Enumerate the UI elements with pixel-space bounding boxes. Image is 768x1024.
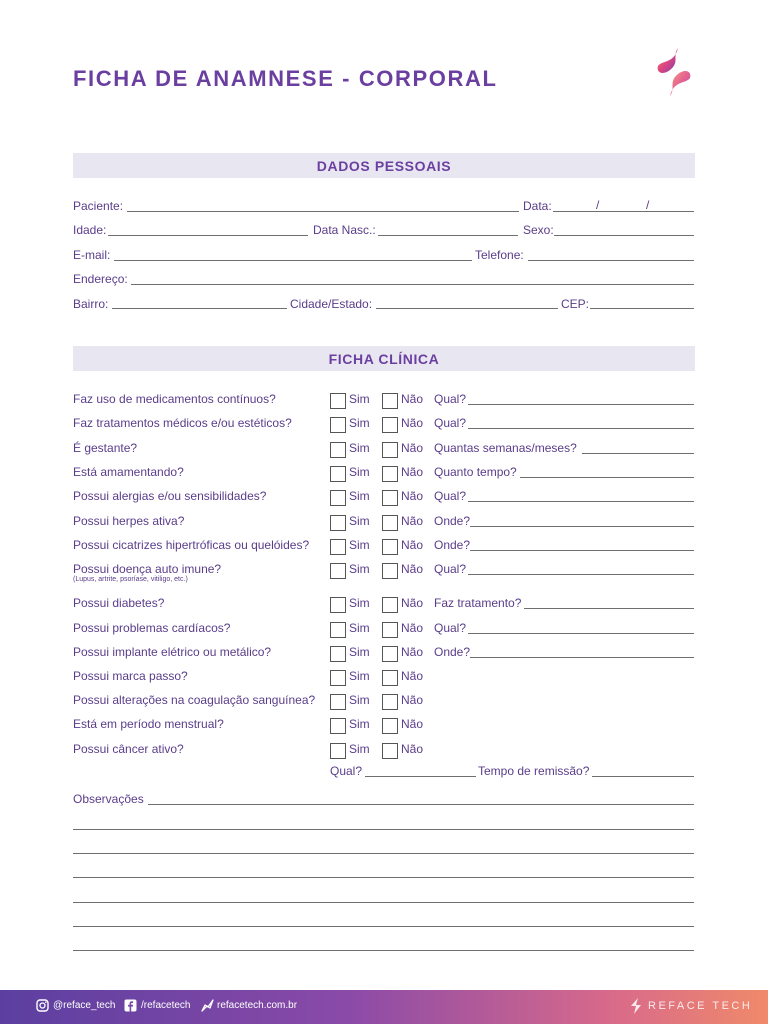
no-checkbox[interactable] [382,646,398,662]
followup-label: Qual? [434,621,467,635]
question-label: Faz tratamentos médicos e/ou estéticos? [73,416,292,430]
reface-logo-icon [652,46,696,98]
email-field[interactable] [114,260,472,261]
no-checkbox[interactable] [382,563,398,579]
question-label: Está amamentando? [73,465,184,479]
zip-label: CEP: [561,297,590,311]
no-label: Não [401,465,424,479]
yes-label: Sim [349,465,370,479]
website-icon [201,999,214,1012]
observations-line[interactable] [73,853,694,854]
followup-field[interactable] [582,453,694,454]
yes-label: Sim [349,717,370,731]
followup-field[interactable] [468,501,694,502]
no-label: Não [401,441,424,455]
zip-field[interactable] [590,308,694,309]
facebook-handle[interactable]: /refacetech [141,1000,191,1011]
reface-brand-icon [628,997,644,1015]
yes-checkbox[interactable] [330,646,346,662]
no-label: Não [401,669,424,683]
question-label: Possui doença auto imune? [73,562,222,576]
sex-field[interactable] [554,235,694,236]
observations-line[interactable] [73,926,694,927]
no-label: Não [401,562,424,576]
followup-field[interactable] [468,633,694,634]
followup-label: Qual? [434,562,467,576]
yes-checkbox[interactable] [330,694,346,710]
no-label: Não [401,742,424,756]
question-label: Possui diabetes? [73,596,165,610]
yes-checkbox[interactable] [330,393,346,409]
yes-label: Sim [349,441,370,455]
patient-label: Paciente: [73,199,124,213]
date-separator: / [646,198,650,212]
cancer-which-label: Qual? [330,764,363,778]
no-checkbox[interactable] [382,490,398,506]
section-clinical: FICHA CLÍNICA [73,346,695,371]
yes-label: Sim [349,514,370,528]
age-label: Idade: [73,223,107,237]
yes-checkbox[interactable] [330,743,346,759]
cancer-which-field[interactable] [365,776,476,777]
yes-checkbox[interactable] [330,539,346,555]
no-checkbox[interactable] [382,622,398,638]
followup-label: Qual? [434,416,467,430]
no-checkbox[interactable] [382,417,398,433]
no-label: Não [401,621,424,635]
observations-line[interactable] [73,950,694,951]
sex-label: Sexo: [523,223,554,237]
yes-label: Sim [349,416,370,430]
yes-label: Sim [349,489,370,503]
address-field[interactable] [131,284,694,285]
observations-line[interactable] [73,902,694,903]
followup-field[interactable] [468,574,694,575]
address-label: Endereço: [73,272,128,286]
followup-field[interactable] [470,526,694,527]
yes-label: Sim [349,645,370,659]
yes-checkbox[interactable] [330,622,346,638]
facebook-icon [124,999,137,1012]
no-label: Não [401,416,424,430]
question-label: Possui problemas cardíacos? [73,621,231,635]
age-field[interactable] [108,235,308,236]
question-label: Possui alterações na coagulação sanguínea? [73,693,316,707]
no-label: Não [401,693,424,707]
patient-field[interactable] [127,211,519,212]
yes-label: Sim [349,562,370,576]
yes-checkbox[interactable] [330,442,346,458]
followup-field[interactable] [520,477,694,478]
yes-label: Sim [349,742,370,756]
followup-field[interactable] [468,404,694,405]
no-checkbox[interactable] [382,597,398,613]
phone-label: Telefone: [475,248,524,262]
city-field[interactable] [376,308,558,309]
followup-label: Qual? [434,392,467,406]
yes-checkbox[interactable] [330,515,346,531]
city-label: Cidade/Estado: [290,297,373,311]
yes-checkbox[interactable] [330,718,346,734]
phone-field[interactable] [528,260,694,261]
no-checkbox[interactable] [382,694,398,710]
no-label: Não [401,538,424,552]
yes-checkbox[interactable] [330,670,346,686]
yes-label: Sim [349,669,370,683]
question-note: (Lupus, artrite, psoríase, vitiligo, etc.) [73,576,188,583]
footer-bar [0,990,768,1024]
followup-field[interactable] [470,550,694,551]
no-checkbox[interactable] [382,743,398,759]
instagram-icon [36,999,49,1012]
followup-field[interactable] [524,608,694,609]
website-link[interactable]: refacetech.com.br [217,1000,298,1011]
yes-label: Sim [349,596,370,610]
remission-label: Tempo de remissão? [478,764,590,778]
followup-field[interactable] [468,428,694,429]
followup-label: Onde? [434,645,471,659]
email-label: E-mail: [73,248,111,262]
district-field[interactable] [112,308,287,309]
yes-label: Sim [349,392,370,406]
no-label: Não [401,645,424,659]
no-label: Não [401,717,424,731]
yes-label: Sim [349,538,370,552]
yes-checkbox[interactable] [330,563,346,579]
followup-label: Quanto tempo? [434,465,517,479]
remission-field[interactable] [592,776,694,777]
question-label: Possui cicatrizes hipertróficas ou quelóides? [73,538,310,552]
section-personal-data: DADOS PESSOAIS [73,153,695,178]
question-label: É gestante? [73,441,138,455]
followup-label: Onde? [434,514,471,528]
no-label: Não [401,514,424,528]
birth-date-field[interactable] [378,235,518,236]
no-label: Não [401,489,424,503]
yes-checkbox[interactable] [330,417,346,433]
followup-label: Quantas semanas/meses? [434,441,577,455]
yes-checkbox[interactable] [330,466,346,482]
no-checkbox[interactable] [382,515,398,531]
question-label: Possui implante elétrico ou metálico? [73,645,272,659]
district-label: Bairro: [73,297,109,311]
date-separator: / [596,198,600,212]
followup-field[interactable] [470,657,694,658]
page-title: FICHA DE ANAMNESE - CORPORAL [73,66,498,91]
date-field[interactable] [553,211,694,212]
brand-name: REFACE TECH [648,1000,753,1012]
observations-line[interactable] [73,877,694,878]
instagram-handle[interactable]: @reface_tech [53,1000,116,1011]
followup-label: Onde? [434,538,471,552]
question-label: Possui câncer ativo? [73,742,184,756]
yes-label: Sim [349,621,370,635]
no-label: Não [401,392,424,406]
no-checkbox[interactable] [382,393,398,409]
no-checkbox[interactable] [382,670,398,686]
question-label: Faz uso de medicamentos contínuos? [73,392,276,406]
observations-line[interactable] [73,829,694,830]
birth-date-label: Data Nasc.: [313,223,376,237]
question-label: Está em período menstrual? [73,717,224,731]
observations-field[interactable] [148,804,694,805]
yes-label: Sim [349,693,370,707]
followup-label: Faz tratamento? [434,596,522,610]
question-label: Possui marca passo? [73,669,188,683]
question-label: Possui herpes ativa? [73,514,185,528]
no-checkbox[interactable] [382,718,398,734]
question-label: Possui alergias e/ou sensibilidades? [73,489,267,503]
no-checkbox[interactable] [382,539,398,555]
no-checkbox[interactable] [382,466,398,482]
yes-checkbox[interactable] [330,490,346,506]
no-label: Não [401,596,424,610]
observations-label: Observações [73,792,144,806]
yes-checkbox[interactable] [330,597,346,613]
date-label: Data: [523,199,552,213]
followup-label: Qual? [434,489,467,503]
no-checkbox[interactable] [382,442,398,458]
